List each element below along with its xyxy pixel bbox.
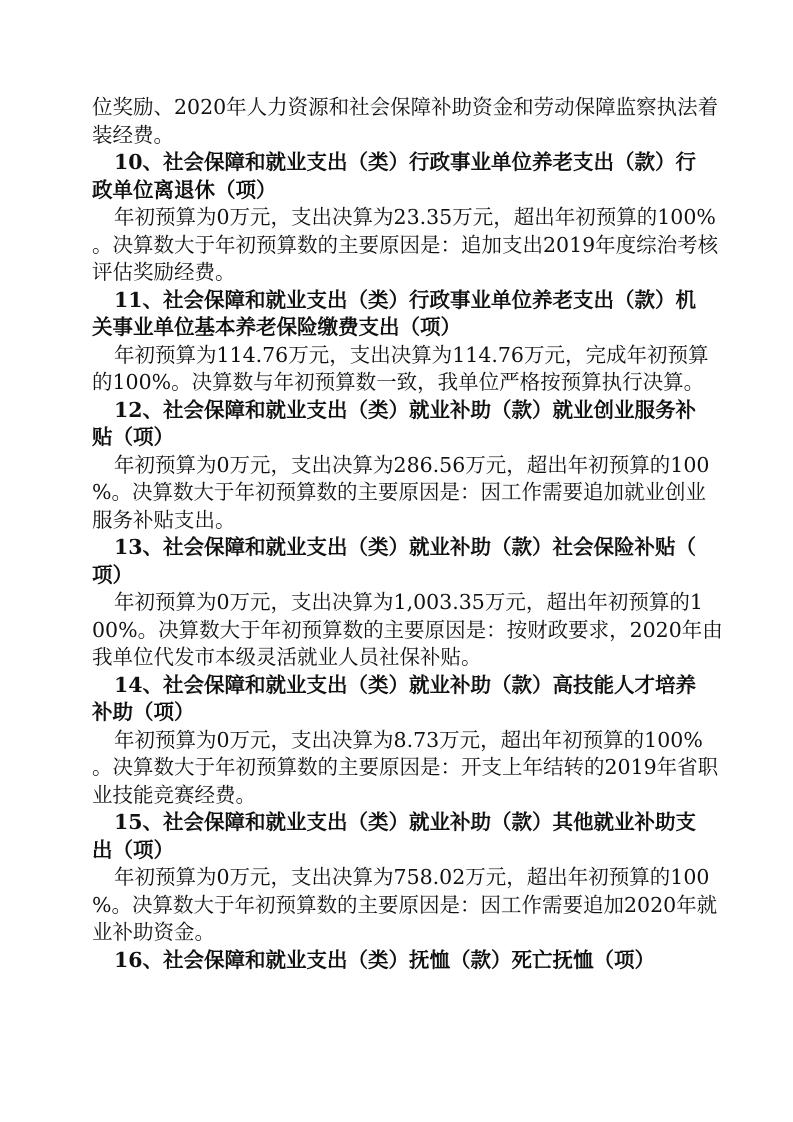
paragraph (92, 589, 723, 672)
text-line: 15、社会保障和就业支出（类）就业补助（款）其他就业补助支 (114, 810, 697, 834)
text-line: 年初预算为0万元，支出决算为23.35万元，超出年初预算的100% (114, 205, 716, 229)
text-line: 11、社会保障和就业支出（类）行政事业单位养老支出（款）机 (114, 287, 697, 312)
text-line: 装经费。 (92, 122, 174, 147)
text-line: 10、社会保障和就业支出（类）行政事业单位养老支出（款）行 (114, 150, 697, 174)
text-line: 贴（项） (92, 425, 174, 449)
text-line: 业技能竞赛经费。 (92, 782, 256, 807)
text-line: 12、社会保障和就业支出（类）就业补助（款）就业创业服务补 (114, 397, 697, 422)
text-line: %。决算数大于年初预算数的主要原因是：因工作需要追加2020年就 (92, 892, 718, 917)
paragraph (92, 342, 717, 397)
text-line: 14、社会保障和就业支出（类）就业补助（款）高技能人才培养 (114, 672, 697, 697)
text-line: 的100%。决算数与年初预算数一致，我单位严格按预算执行决算。 (92, 370, 705, 394)
text-line: 16、社会保障和就业支出（类）抚恤（款）死亡抚恤（项） (114, 947, 656, 972)
section-heading (92, 287, 717, 342)
text-line: 关事业单位基本养老保险缴费支出（项） (92, 315, 461, 339)
text-line: 00%。决算数大于年初预算数的主要原因是：按财政要求，2020年由 (92, 617, 723, 642)
text-line: 。决算数大于年初预算数的主要原因是：开支上年结转的2019年省职 (92, 755, 719, 779)
paragraph (92, 94, 717, 149)
text-line: 政单位离退休（项） (92, 177, 277, 202)
section-heading (92, 672, 717, 727)
text-line: 项） (92, 562, 133, 587)
text-line: 我单位代发市本级灵活就业人员社保补贴。 (92, 645, 482, 669)
section-heading (92, 149, 717, 204)
text-line: 年初预算为0万元，支出决算为8.73万元，超出年初预算的100% (114, 727, 703, 752)
text-line: %。决算数大于年初预算数的主要原因是：因工作需要追加就业创业 (92, 480, 706, 504)
text-line: 评估奖励经费。 (92, 260, 236, 284)
section-heading (92, 947, 717, 975)
section-heading (92, 534, 717, 589)
document-body (92, 94, 723, 974)
text-line: 年初预算为0万元，支出决算为286.56万元，超出年初预算的100 (114, 452, 710, 477)
text-line: 位奖励、2020年人力资源和社会保障补助资金和劳动保障监察执法着 (92, 95, 719, 119)
text-line: 补助（项） (92, 700, 195, 724)
paragraph (92, 204, 717, 287)
section-heading (92, 397, 717, 452)
paragraph (92, 452, 717, 535)
text-line: 年初预算为114.76万元，支出决算为114.76万元，完成年初预算 (114, 342, 709, 367)
paragraph (92, 864, 717, 947)
text-line: 年初预算为0万元，支出决算为758.02万元，超出年初预算的100 (114, 865, 710, 889)
text-line: 。决算数大于年初预算数的主要原因是：追加支出2019年度综治考核 (92, 232, 719, 257)
paragraph (92, 727, 717, 810)
text-line: 出（项） (92, 837, 174, 862)
text-line: 服务补贴支出。 (92, 507, 236, 532)
text-line: 年初预算为0万元，支出决算为1,003.35万元，超出年初预算的1 (114, 590, 703, 614)
section-heading (92, 809, 717, 864)
text-line: 13、社会保障和就业支出（类）就业补助（款）社会保险补贴（ (114, 535, 697, 559)
text-line: 业补助资金。 (92, 920, 215, 944)
